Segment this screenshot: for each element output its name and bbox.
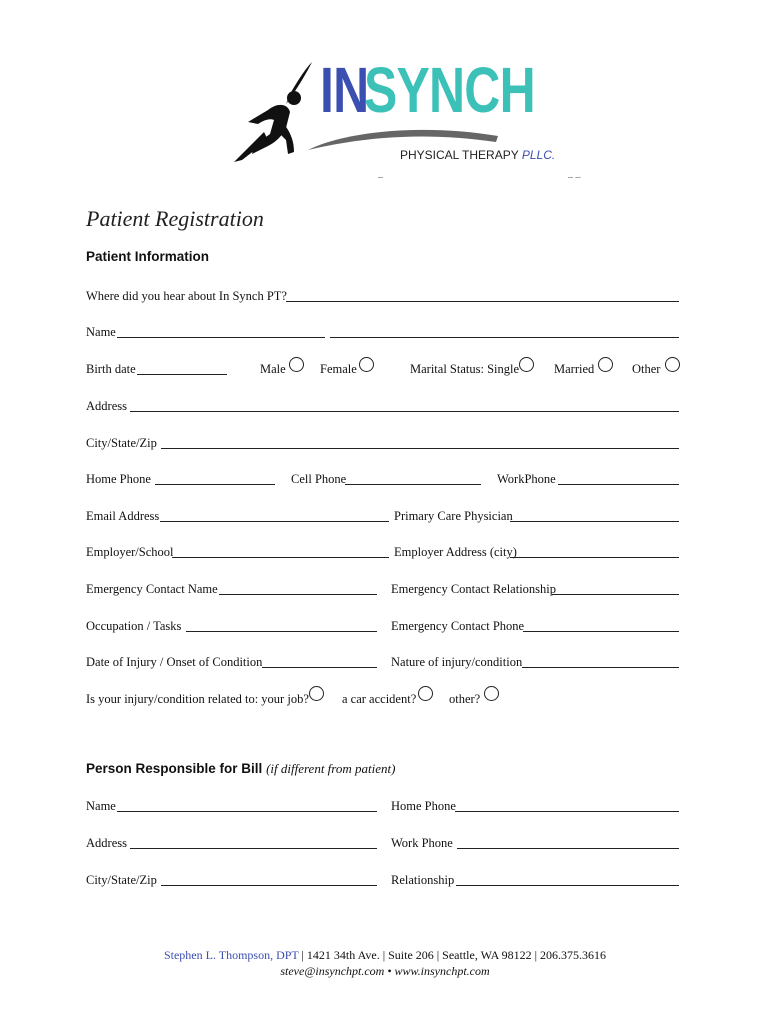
logo-subtitle: [400, 148, 555, 162]
logo-in-text: IN: [320, 54, 369, 126]
work-phone-field[interactable]: [558, 484, 679, 485]
responsible-heading: [86, 761, 395, 777]
address-label: Address: [86, 399, 127, 413]
car-accident-radio[interactable]: [418, 686, 433, 701]
footer-name: Stephen L. Thompson, DPT: [163, 948, 299, 962]
male-radio[interactable]: [289, 357, 304, 372]
logo-subtitle-main: PHYSICAL THERAPY: [400, 148, 519, 162]
injury-nature-field[interactable]: [522, 667, 679, 668]
marital-status-label: Marital Status: Single: [410, 362, 520, 376]
address-field[interactable]: [130, 411, 679, 412]
resp-address-label: Address: [86, 836, 127, 850]
header-dash-right: – –: [568, 172, 581, 183]
resp-city-field[interactable]: [161, 885, 377, 886]
resp-address-field[interactable]: [130, 848, 377, 849]
other-cause-radio[interactable]: [484, 686, 499, 701]
emergency-name-field[interactable]: [219, 594, 377, 595]
name-label: Name: [86, 325, 116, 339]
header-dash-left: –: [378, 172, 383, 183]
cell-phone-label: Cell Phone: [291, 472, 347, 486]
logo-synch-text: SYNCH: [364, 54, 535, 126]
car-accident-label: a car accident?: [342, 692, 417, 706]
email-field[interactable]: [160, 521, 389, 522]
footer-email-web[interactable]: steve@insynchpt.com • www.insynchpt.com: [280, 964, 490, 978]
first-name-field[interactable]: [117, 337, 325, 338]
injury-date-field[interactable]: [262, 667, 377, 668]
injury-nature-label: Nature of injury/condition: [391, 655, 523, 669]
employer-address-field[interactable]: [510, 557, 679, 558]
birth-date-field[interactable]: [137, 374, 227, 375]
city-state-zip-field[interactable]: [161, 448, 679, 449]
responsible-note: (if different from patient): [266, 761, 396, 776]
married-radio[interactable]: [598, 357, 613, 372]
responsible-heading-text: Person Responsible for Bill: [86, 761, 263, 776]
married-label: Married: [554, 362, 595, 376]
resp-relationship-field[interactable]: [456, 885, 679, 886]
home-phone-field[interactable]: [155, 484, 275, 485]
other-radio[interactable]: [665, 357, 680, 372]
injury-date-label: Date of Injury / Onset of Condition: [86, 655, 263, 669]
resp-city-label: City/State/Zip: [86, 873, 157, 887]
emergency-name-label: Emergency Contact Name: [86, 582, 218, 596]
emergency-relationship-label: Emergency Contact Relationship: [391, 582, 557, 596]
female-label: Female: [320, 362, 357, 376]
pcp-label: Primary Care Physician: [394, 509, 513, 523]
single-radio[interactable]: [519, 357, 534, 372]
hear-about-label: Where did you hear about In Synch PT?: [86, 289, 287, 303]
page-title: Patient Registration: [86, 206, 264, 231]
cell-phone-field[interactable]: [345, 484, 481, 485]
resp-relationship-label: Relationship: [391, 873, 455, 887]
job-radio[interactable]: [309, 686, 324, 701]
patient-info-heading: Patient Information: [86, 249, 210, 264]
resp-name-label: Name: [86, 799, 116, 813]
resp-name-field[interactable]: [117, 811, 377, 812]
other-cause-label: other?: [449, 692, 481, 706]
female-radio[interactable]: [359, 357, 374, 372]
footer-address: | 1421 34th Ave. | Suite 206 | Seattle, WA 98122 | 206.375.3616: [298, 948, 607, 962]
birth-date-label: Birth date: [86, 362, 136, 376]
pcp-field[interactable]: [510, 521, 679, 522]
occupation-field[interactable]: [186, 631, 377, 632]
employer-label: Employer/School: [86, 545, 174, 559]
practice-logo: [228, 54, 568, 178]
resp-home-phone-label: Home Phone: [391, 799, 456, 813]
last-name-field[interactable]: [330, 337, 679, 338]
city-state-zip-label: City/State/Zip: [86, 436, 157, 450]
other-label: Other: [632, 362, 661, 376]
resp-work-phone-label: Work Phone: [391, 836, 453, 850]
employer-field[interactable]: [172, 557, 389, 558]
footer-contact-line: [0, 948, 770, 963]
hear-about-field[interactable]: [286, 301, 679, 302]
injury-related-label: Is your injury/condition related to: your job?: [86, 692, 309, 706]
email-label: Email Address: [86, 509, 160, 523]
occupation-label: Occupation / Tasks: [86, 619, 182, 633]
logo-subtitle-pllc: PLLC.: [521, 148, 556, 162]
emergency-relationship-field[interactable]: [552, 594, 679, 595]
emergency-phone-field[interactable]: [523, 631, 679, 632]
home-phone-label: Home Phone: [86, 472, 151, 486]
resp-work-phone-field[interactable]: [457, 848, 679, 849]
resp-home-phone-field[interactable]: [455, 811, 679, 812]
employer-address-label: Employer Address (city): [394, 545, 517, 559]
male-label: Male: [260, 362, 286, 376]
emergency-phone-label: Emergency Contact Phone: [391, 619, 525, 633]
work-phone-label: WorkPhone: [497, 472, 556, 486]
